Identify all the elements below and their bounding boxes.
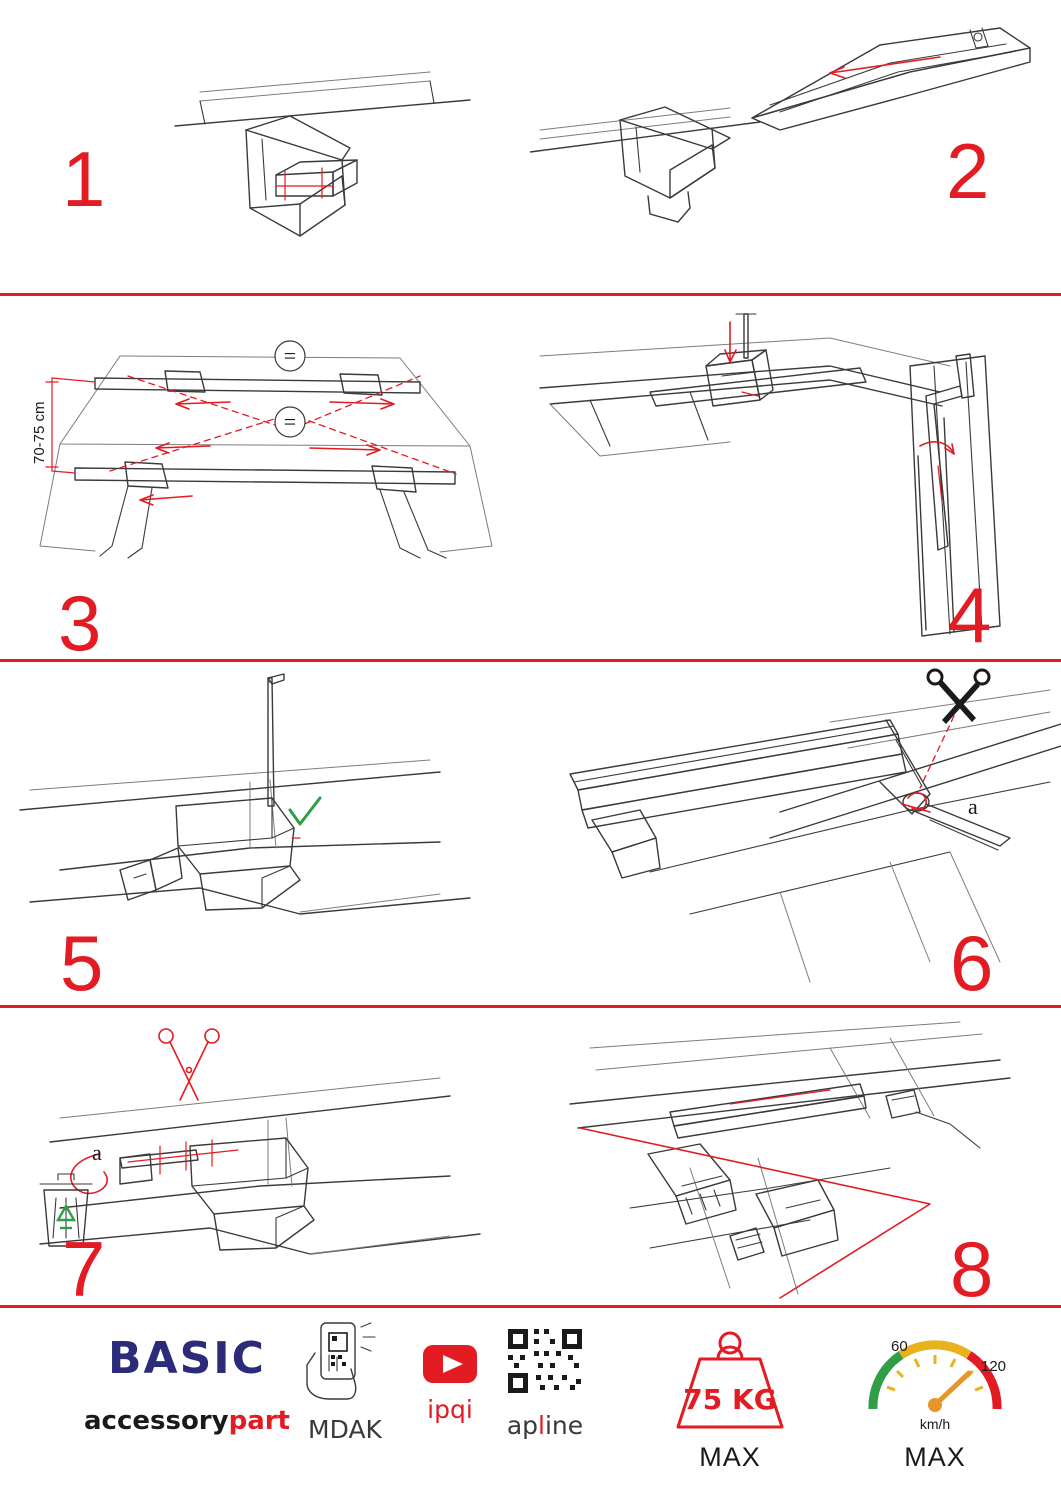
max-speed-block	[845, 1313, 1025, 1473]
brand-word-part: part	[228, 1406, 290, 1436]
step-1-number: 1	[62, 135, 105, 223]
step-4-number: 4	[948, 571, 991, 659]
brand-block	[62, 1333, 312, 1436]
step-8-number: 8	[950, 1225, 993, 1305]
label-a-step7: a	[92, 1140, 102, 1165]
step-3-panel	[0, 296, 530, 659]
step-2-number: 2	[946, 127, 989, 215]
max-load-block	[640, 1313, 820, 1473]
scissors-icon-red	[159, 1029, 219, 1100]
step-5-number: 5	[60, 919, 103, 1005]
equal-mark-bottom: =	[283, 409, 297, 434]
step-5-panel	[0, 662, 530, 1005]
step-4-panel	[530, 296, 1061, 659]
scissors-icon	[928, 670, 989, 724]
brand-word-accessory: accessory	[83, 1406, 229, 1436]
logo-apline	[480, 1321, 610, 1440]
logo-mdak	[285, 1319, 405, 1444]
speed-tick-120: 120	[981, 1358, 1007, 1375]
label-a-step6: a	[968, 794, 978, 819]
max-load-caption: MAX	[699, 1442, 761, 1472]
logo-ipqi-label: ipqi	[427, 1395, 473, 1424]
max-load-value: 75 KG	[683, 1383, 777, 1416]
qr-code-icon[interactable]	[480, 1321, 610, 1401]
step-7-panel	[0, 1008, 530, 1305]
max-speed-caption: MAX	[904, 1442, 966, 1472]
footer	[0, 1305, 1061, 1500]
step-6-number: 6	[950, 919, 993, 1005]
hand-phone-qr-icon	[285, 1319, 405, 1405]
brand-subtitle	[62, 1406, 312, 1436]
dimension-label: 70-75 cm	[31, 401, 48, 464]
step-8-panel	[530, 1008, 1061, 1305]
speed-unit: km/h	[919, 1416, 951, 1432]
brand-title: BASIC	[108, 1333, 266, 1384]
equal-mark-top: =	[283, 343, 297, 368]
logo-mdak-label: MDAK	[308, 1415, 382, 1444]
speedometer-icon	[845, 1313, 1025, 1438]
step-7-number: 7	[62, 1225, 105, 1305]
step-6-panel	[530, 662, 1061, 1005]
step-1-panel	[0, 0, 530, 293]
step-2-panel	[530, 0, 1061, 293]
weight-icon	[640, 1313, 820, 1438]
speed-tick-60: 60	[891, 1338, 908, 1355]
step-3-number: 3	[58, 579, 101, 659]
logo-apline-label: apline	[506, 1411, 584, 1440]
